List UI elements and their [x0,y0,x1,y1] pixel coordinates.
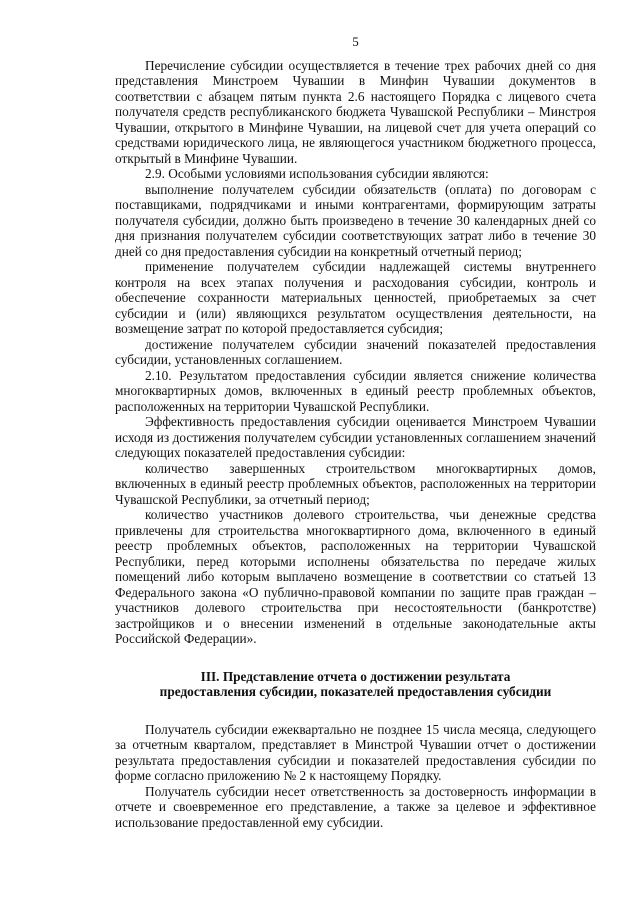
section-heading-line-2: предоставления субсидии, показателей предоставления субсидии [159,684,552,699]
page-number: 5 [352,34,359,49]
paragraph-transfer: Перечисление субсидии осуществляется в течение трех рабочих дней со дня представления Минстроем Чувашии в Минфин Чувашии документов в соответствии с абзацем пятым пункта 2.6 настоящего Порядка с лицевого счета получателя средств республиканского бюджета Чувашской Республики – Минстроя Чувашии, открытого в Минфине Чувашии, на лицевой счет для учета операций со средствами юридического лица, не являющегося участником бюджетного процесса, открытый в Минфине Чувашии. [115,57,596,166]
paragraph-indicator-participants: количество участников долевого строительства, чьи денежные средства привлечены для строительства многоквартирного дома, включенного в единый реестр проблемных объектов, расположенных на территории Чувашской Республики, перед которыми исполнены обязательства по передаче жилых помещений либо которым выплачено возмещение в соответствии со статьей 13 Федерального закона «О публично-правовой компании по защите прав граждан – участников долевого строительства при несостоятельности (банкротстве) застройщиков и о внесении изменений в отдельные законодательные акты Российской Федерации». [115,507,596,646]
paragraph-condition-indicators: достижение получателем субсидии значений показателей предоставления субсидии, установленных соглашением. [115,336,596,367]
paragraph-efficiency: Эффективность предоставления субсидии оценивается Минстроем Чувашии исходя из достижения получателем субсидии установленных соглашением значений следующих показателей предоставления субсидии: [115,414,596,460]
paragraph-clause-2-9: 2.9. Особыми условиями использования субсидии являются: [145,166,489,181]
paragraph-report-deadline: Получатель субсидии ежеквартально не позднее 15 числа месяца, следующего за отчетным кварталом, представляет в Минстрой Чувашии отчет о достижении результата предоставления субсидии и показателей предоставления субсидии по форме согласно приложению № 2 к настоящему Порядку. [115,721,596,783]
paragraph-clause-2-10: 2.10. Результатом предоставления субсидии является снижение количества многоквартирных домов, включенных в единый реестр проблемных объектов, расположенных на территории Чувашской Республики. [115,367,596,414]
paragraph-responsibility: Получатель субсидии несет ответственность за достоверность информации в отчете и своевременное его представление, а также за целевое и эффективное использование предоставленной ему субсидии. [115,783,596,830]
section-heading [115,669,596,700]
paragraph-indicator-houses: количество завершенных строительством многоквартирных домов, включенных в единый реестр проблемных объектов, расположенных на территории Чувашской Республики, за отчетный период; [115,460,596,507]
paragraph-condition-payment: выполнение получателем субсидии обязательств (оплата) по договорам с поставщиками, подрядчиками и иными контрагентами, формирующим затраты получателя субсидии, должно быть произведено в течение 30 календарных дней со дня признания получателем субсидии соответствующих затрат либо в течение 30 дней со дня предоставления субсидии на конкретный отчетный период; [115,181,596,259]
section-heading-line-1: III. Представление отчета о достижении результата [200,668,511,684]
paragraph-condition-control: применение получателем субсидии надлежащей системы внутреннего контроля на всех этапах получения и расходования субсидии, контроль и обеспечение сохранности материальных ценностей, приобретаемых за счет субсидии и (или) являющихся результатом осуществления деятельности, на возмещение затрат по которой предоставляется субсидия; [115,259,596,336]
